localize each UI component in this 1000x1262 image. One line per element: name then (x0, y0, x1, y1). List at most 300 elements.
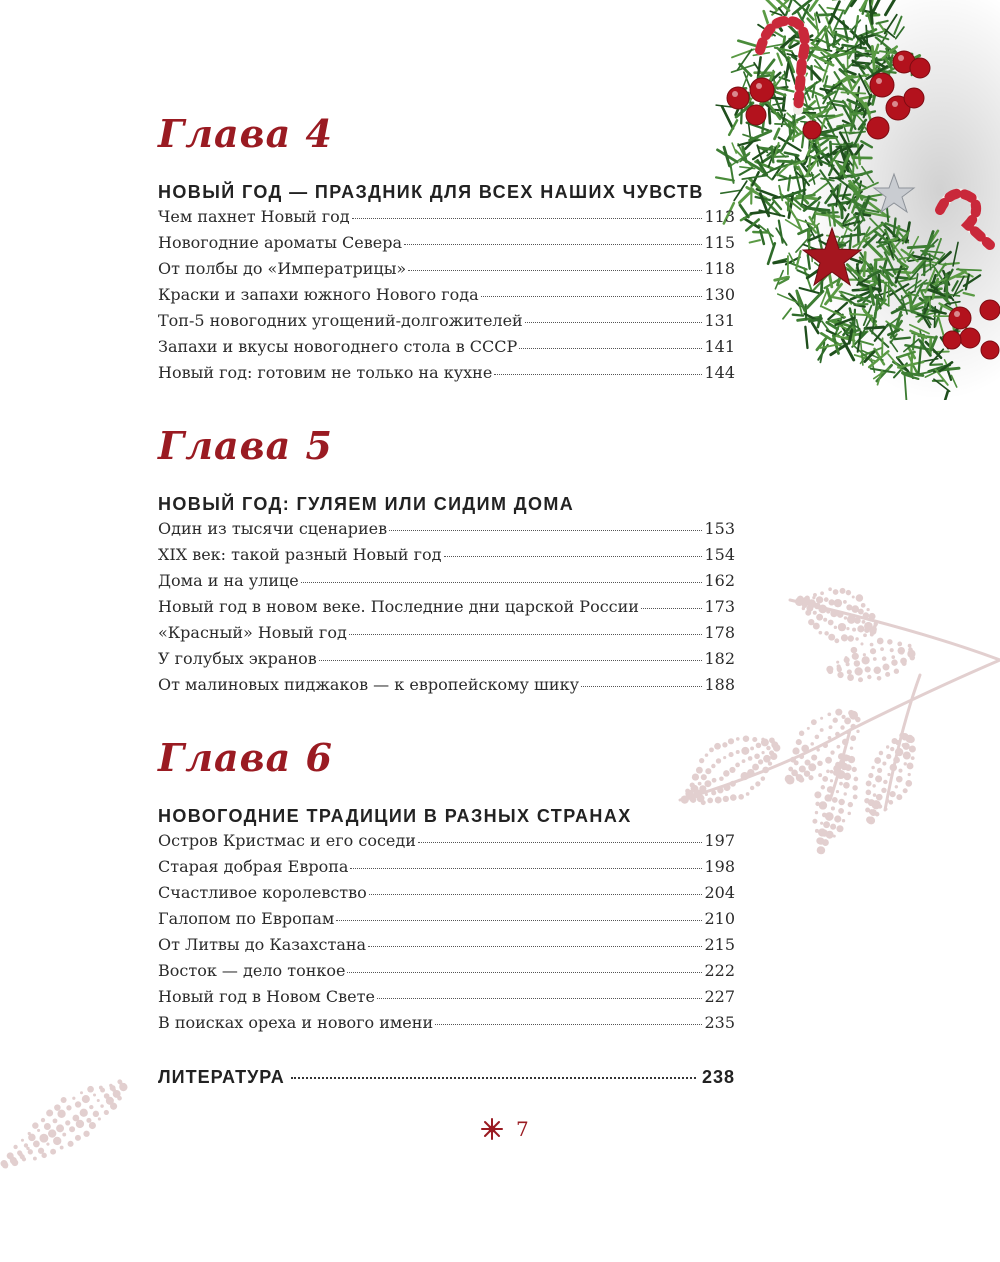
branch-dot (848, 812, 852, 816)
toc-entry-title: От Литвы до Казахстана (158, 935, 367, 954)
branch-dot (843, 782, 850, 789)
branch-dot (842, 739, 849, 746)
branch-dot (743, 735, 750, 742)
branch-dot (802, 607, 805, 610)
toc-entry[interactable] (158, 623, 735, 649)
branch-dot (53, 1118, 58, 1123)
pine-needle (879, 275, 880, 291)
pine-needle (865, 327, 884, 328)
branch-dot (815, 735, 820, 740)
branch-dot (908, 644, 912, 648)
toc-entry-title: Дома и на улице (158, 571, 299, 590)
branch-dot (904, 762, 907, 765)
dot-leader (347, 971, 702, 973)
toc-entry[interactable] (158, 311, 735, 337)
branch-dot (844, 616, 847, 619)
toc-entry-title: От полбы до «Императрицы» (158, 259, 407, 278)
pine-needle (768, 243, 775, 264)
branch-dot (850, 735, 856, 741)
branch-dot (866, 790, 872, 796)
pine-needle (788, 198, 789, 210)
branch-dot (863, 612, 870, 619)
toc-entry-title: Старая добрая Европа (158, 857, 349, 876)
branch-dot (889, 800, 894, 805)
branch-dot (853, 795, 858, 800)
toc-entry-title: «Красный» Новый год (158, 623, 347, 642)
dot-leader (389, 529, 702, 531)
toc-entry[interactable] (158, 233, 735, 259)
toc-entry[interactable] (158, 337, 735, 363)
pine-needle (777, 54, 781, 65)
branch-dot (879, 751, 883, 755)
pine-needle (930, 254, 931, 270)
branch-dot (854, 667, 862, 675)
branch-dot (848, 802, 853, 807)
dot-leader (418, 841, 703, 843)
dot-leader (349, 633, 703, 635)
pine-needle (740, 168, 752, 175)
branch-dot (738, 794, 744, 800)
branch-dot (110, 1103, 117, 1110)
branch-dot (21, 1139, 24, 1142)
branch-dot (830, 610, 837, 617)
branch-dot (755, 781, 760, 786)
branch-dot (13, 1145, 17, 1149)
branch-dot (848, 635, 854, 641)
toc-entry-page: 115 (704, 233, 735, 252)
branch-dot (840, 588, 846, 594)
toc-entry-page: 178 (704, 623, 735, 642)
branch-dot (117, 1096, 122, 1101)
chapter-label: Глава 6 (158, 735, 333, 780)
branch-dot (770, 753, 777, 760)
branch-dot (826, 666, 833, 673)
pine-needle (793, 0, 808, 12)
branch-dot (874, 757, 881, 764)
pine-needle (957, 269, 981, 270)
literature-page: 238 (701, 1067, 735, 1087)
toc-entry-page: 131 (704, 311, 735, 330)
toc-entry[interactable] (158, 285, 735, 311)
branch-dot (858, 677, 863, 682)
branch-dot (841, 715, 845, 719)
branch-dot (93, 1094, 96, 1097)
pine-needle (810, 0, 818, 10)
branch-dot (827, 712, 831, 716)
branch-dot (846, 627, 849, 630)
toc-entry[interactable] (158, 987, 735, 1013)
branch-dot (80, 1109, 88, 1117)
toc-entry-page: 210 (704, 909, 735, 928)
branch-dot (837, 611, 844, 618)
dot-leader (444, 555, 703, 557)
branch-dot (896, 776, 903, 783)
branch-dot (857, 625, 864, 632)
dot-leader (301, 581, 703, 583)
branch-dot (75, 1101, 81, 1107)
branch-dot (87, 1086, 94, 1093)
toc-entry-page: 144 (704, 363, 735, 382)
branch-dot (818, 847, 825, 854)
branch-dot (870, 648, 876, 654)
branch-dot (794, 760, 799, 765)
branch-dot (873, 657, 877, 661)
branch-dot (850, 746, 853, 749)
toc-entry[interactable] (158, 909, 735, 935)
toc-entry-title: XIX век: такой разный Новый год (158, 545, 442, 564)
branch-dot (871, 766, 875, 770)
branch-dot (816, 596, 823, 603)
page-number (480, 1117, 529, 1141)
branch-dot (844, 792, 847, 795)
toc-entry[interactable] (158, 1013, 735, 1039)
toc-list (158, 207, 735, 389)
branch-dot (823, 821, 830, 828)
chapter-label: Глава 4 (158, 111, 333, 156)
branch-dot (834, 638, 839, 643)
branch-dot (812, 819, 817, 824)
branch-dot (838, 799, 844, 805)
branch-dot (868, 773, 873, 778)
branch-dot (57, 1110, 65, 1118)
branch-dot (877, 676, 882, 681)
branch-dot (46, 1143, 49, 1146)
pine-needle (851, 113, 863, 114)
branch-dot (909, 746, 916, 753)
branch-dot (28, 1149, 33, 1154)
toc-entry-page: 227 (704, 987, 735, 1006)
branch-dot (845, 764, 852, 771)
branch-dot (799, 754, 804, 759)
branch-dot (875, 775, 882, 782)
branch-dot (750, 786, 754, 790)
branch-dot (837, 672, 843, 678)
branch-dot (796, 739, 802, 745)
pine-needle (790, 123, 791, 139)
branch-dot (878, 804, 882, 808)
branch-dot (890, 791, 896, 797)
toc-entry-page: 118 (704, 259, 735, 278)
branch-dot (907, 763, 914, 770)
branch-dot (847, 674, 854, 681)
branch-dot (844, 657, 850, 663)
branch-dot (869, 819, 872, 822)
branch-dot (882, 656, 887, 661)
toc-entry[interactable] (158, 961, 735, 987)
branch-dot (39, 1134, 48, 1143)
branch-dot (48, 1129, 56, 1137)
dot-leader (581, 685, 702, 687)
pine-needle (741, 109, 742, 123)
branch-dot (752, 764, 759, 771)
branch-dot (822, 839, 829, 846)
toc-entry-title: Топ-5 новогодних угощений-долгожителей (158, 311, 523, 330)
branch-dot (832, 797, 838, 803)
dot-leader (525, 321, 703, 323)
branch-dot (890, 747, 894, 751)
branch-dot (75, 1135, 81, 1141)
branch-dot (826, 609, 830, 613)
branch-dot (825, 757, 832, 764)
branch-dot (873, 793, 877, 797)
branch-dot (820, 717, 823, 720)
toc-entry[interactable] (158, 831, 735, 857)
branch-dot (870, 633, 874, 637)
branch-dot (842, 819, 845, 822)
toc-entry-page: 113 (704, 207, 735, 226)
branch-dot (862, 620, 866, 624)
pine-needle (758, 75, 769, 77)
dot-leader (369, 893, 703, 895)
toc-entry-title: Счастливое королевство (158, 883, 367, 902)
pine-needle (866, 25, 867, 42)
branch-dot (89, 1122, 96, 1129)
toc-entry[interactable] (158, 363, 735, 389)
pine-needle (887, 269, 907, 270)
branch-dot (68, 1141, 74, 1147)
branch-dot (746, 792, 750, 796)
branch-dot (752, 737, 757, 742)
toc-entry[interactable] (158, 883, 735, 909)
toc-entry-page: 182 (704, 649, 735, 668)
branch-dot (756, 743, 762, 749)
dot-leader (368, 945, 702, 947)
branch-dot (56, 1124, 64, 1132)
branch-dot (66, 1105, 71, 1110)
toc-entry-title: Новый год в новом веке. Последние дни царской России (158, 597, 639, 616)
branch-dot (830, 824, 836, 830)
pine-needle (793, 6, 802, 14)
branch-dot (761, 776, 765, 780)
branch-dot (826, 769, 830, 773)
branch-dot (837, 667, 842, 672)
branch-dot (61, 1097, 67, 1103)
pine-needle (750, 131, 771, 140)
branch-dot (754, 753, 760, 759)
pine-needle (758, 57, 761, 78)
branch-dot (848, 756, 855, 763)
branch-dot (805, 610, 811, 616)
branch-dot (852, 785, 857, 790)
branch-dot (748, 756, 753, 761)
branch-dot (820, 822, 823, 825)
branch-dot (909, 655, 915, 661)
branch-dot (882, 761, 886, 765)
branch-dot (846, 590, 851, 595)
dot-leader (352, 217, 703, 219)
pine-needle (778, 161, 801, 162)
branch-dot (861, 603, 866, 608)
branch-dot (763, 755, 771, 763)
toc-entry[interactable] (158, 857, 735, 883)
branch-dot (846, 662, 850, 666)
branch-dot (100, 1104, 103, 1107)
toc-entry[interactable] (158, 545, 735, 571)
branch-dot (750, 746, 754, 750)
branch-dot (831, 806, 835, 810)
branch-dot (44, 1123, 51, 1130)
dot-leader (519, 347, 702, 349)
branch-dot (862, 656, 870, 664)
branch-dot (851, 605, 859, 613)
dot-leader (494, 373, 702, 375)
branch-dot (834, 626, 837, 629)
branch-dot (762, 767, 769, 774)
branch-dot (41, 1118, 45, 1122)
branch-dot (768, 761, 772, 765)
branch-dot (866, 781, 872, 787)
pine-needle (740, 205, 748, 217)
branch-dot (41, 1153, 46, 1158)
toc-entry-page: 130 (704, 285, 735, 304)
pine-needle (779, 221, 783, 243)
branch-dot (867, 675, 871, 679)
toc-entry[interactable] (158, 935, 735, 961)
branch-dot (886, 754, 891, 759)
chapter-label: Глава 5 (158, 423, 333, 468)
branch-dot (874, 666, 881, 673)
toc-list (158, 519, 735, 701)
toc-entry-page: 198 (704, 857, 735, 876)
branch-dot (822, 776, 828, 782)
branch-dot (98, 1117, 101, 1120)
literature-entry[interactable] (158, 1067, 735, 1088)
branch-dot (823, 743, 828, 748)
pine-needle (930, 364, 942, 365)
branch-dot (844, 773, 852, 781)
branch-dot (852, 767, 857, 772)
dot-leader (641, 607, 703, 609)
branch-dot (828, 634, 835, 641)
branch-dot (833, 718, 838, 723)
branch-dot (877, 638, 884, 645)
branch-dot (837, 745, 841, 749)
toc-entry-page: 162 (704, 571, 735, 590)
toc-entry-title: Запахи и вкусы новогоднего стола в СССР (158, 337, 518, 356)
branch-dot (908, 736, 915, 743)
branch-dot (761, 738, 769, 746)
branch-dot (37, 1129, 40, 1132)
branch-dot (747, 769, 754, 776)
branch-dot (828, 736, 832, 740)
branch-dot (801, 745, 809, 753)
chapter-title: НОВЫЙ ГОД — ПРАЗДНИК ДЛЯ ВСЕХ НАШИХ ЧУВСТВ (158, 182, 704, 202)
branch-dot (905, 780, 912, 787)
branch-dot (83, 1131, 89, 1137)
toc-entry-title: Новый год в Новом Свете (158, 987, 375, 1006)
branch-dot (852, 596, 855, 599)
branch-dot (844, 718, 851, 725)
pine-needle (774, 261, 785, 263)
pine-needle (804, 268, 812, 290)
branch-dot (742, 759, 746, 763)
branch-dot (818, 605, 827, 614)
toc-entry-page: 235 (704, 1013, 735, 1032)
snowflake-icon (480, 1117, 504, 1141)
branch-dot (890, 764, 897, 771)
branch-dot (833, 835, 836, 838)
toc-entry-page: 222 (704, 961, 735, 980)
toc-entry[interactable] (158, 259, 735, 285)
toc-entry[interactable] (158, 571, 735, 597)
branch-dot (799, 731, 804, 736)
branch-dot (104, 1110, 109, 1115)
branch-dot (813, 611, 817, 615)
branch-dot (850, 724, 856, 730)
toc-entry-page: 215 (704, 935, 735, 954)
branch-dot (818, 773, 822, 777)
toc-entry[interactable] (158, 207, 735, 233)
branch-dot (812, 596, 815, 599)
branch-dot (883, 780, 887, 784)
branch-dot (819, 801, 827, 809)
pine-needle (769, 109, 770, 123)
branch-dot (885, 672, 890, 677)
branch-dot (4, 1165, 7, 1168)
toc-entry-page: 173 (704, 597, 735, 616)
branch-dot (887, 639, 892, 644)
toc-entry-page: 153 (704, 519, 735, 538)
branch-dot (843, 600, 847, 604)
pine-needle (785, 153, 799, 156)
branch-dot (903, 743, 910, 750)
branch-dot (823, 618, 827, 622)
toc-entry[interactable] (158, 519, 735, 545)
branch-dot (28, 1134, 35, 1141)
dot-leader (435, 1023, 702, 1025)
branch-dot (830, 779, 833, 782)
branch-dot (836, 825, 843, 832)
branch-dot (876, 794, 883, 801)
branch-dot (895, 740, 900, 745)
branch-dot (895, 748, 903, 756)
literature-title: ЛИТЕРАТУРА (158, 1067, 285, 1087)
branch-dot (810, 742, 814, 746)
toc-entry[interactable] (158, 649, 735, 675)
branch-dot (12, 1159, 19, 1166)
pine-needle (818, 116, 834, 117)
branch-dot (900, 651, 904, 655)
branch-dot (870, 643, 874, 647)
branch-dot (891, 659, 897, 665)
branch-dot (766, 746, 771, 751)
pine-needle (908, 246, 933, 248)
toc-entry-title: Новый год: готовим не только на кухне (158, 363, 493, 382)
branch-dot (82, 1095, 90, 1103)
page-number-value: 7 (516, 1117, 529, 1141)
branch-dot (884, 807, 887, 810)
branch-dot (122, 1086, 126, 1090)
branch-dot (22, 1157, 26, 1161)
branch-dot (76, 1120, 84, 1128)
chapter-title: НОВОГОДНИЕ ТРАДИЦИИ В РАЗНЫХ СТРАНАХ (158, 806, 632, 826)
branch-dot (854, 777, 859, 782)
pine-needle (750, 240, 760, 242)
toc-entry-title: Остров Кристмас и его соседи (158, 831, 416, 850)
dot-leader (377, 997, 703, 999)
branch-dot (50, 1149, 56, 1155)
toc-entry-title: Новогодние ароматы Севера (158, 233, 403, 252)
branch-dot (854, 617, 861, 624)
branch-dot (825, 812, 834, 821)
toc-entry[interactable] (158, 675, 735, 701)
toc-entry-title: В поисках ореха и нового имени (158, 1013, 434, 1032)
branch-dot (811, 719, 817, 725)
toc-entry[interactable] (158, 597, 735, 623)
branch-dot (840, 725, 844, 729)
pine-needle (864, 253, 865, 276)
branch-dot (897, 642, 902, 647)
